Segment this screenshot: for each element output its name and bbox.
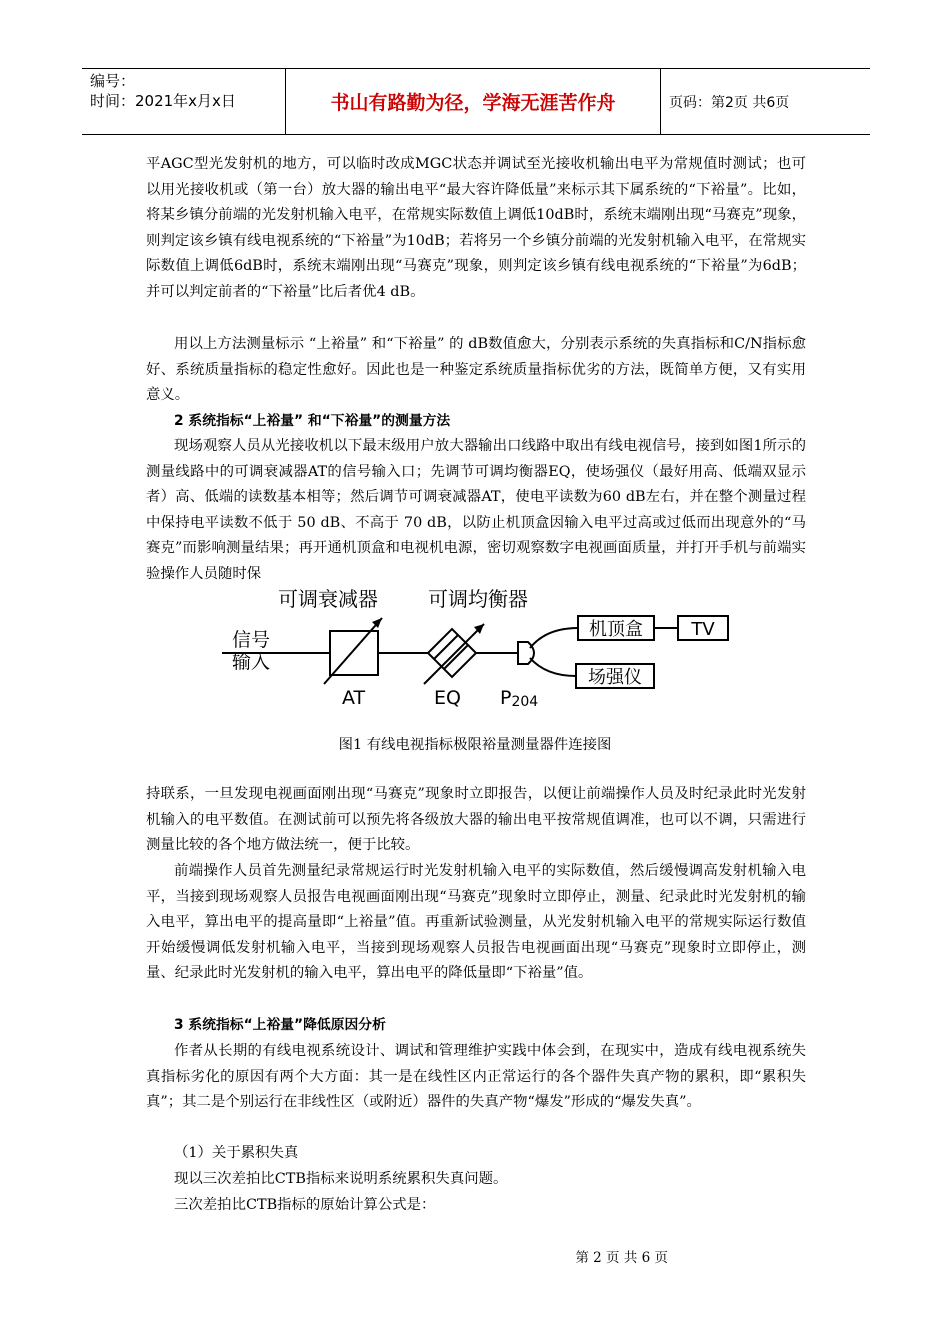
wire-splitter-meter	[530, 658, 576, 676]
connection-diagram	[222, 584, 742, 716]
header-left-cell	[82, 69, 286, 134]
paragraph-2: 用以上方法测量标示 “上裕量” 和“下裕量” 的 dB数值愈大，分别表示系统的失真指标和C/N指标愈好、系统质量指标的稳定性愈好。因此也是一种鉴定系统质量指标优劣的方法，既简单方便，又有实用意义。	[146, 336, 806, 404]
paragraph-8: 现以三次差拍比CTB指标来说明系统累积失真问题。	[174, 1171, 508, 1187]
doc-date: 时间：2021年x月x日	[90, 92, 236, 110]
paragraph-1: 平AGC型光发射机的地方，可以临时改成MGC状态并调试至光接收机输出电平为常规值时测试；也可以用光接收机或（第一台）放大器的输出电平“最大容许降低量”来标示其下属系统的“下裕量”。比如，将某乡镇分前端的光发射机输入电平，在常规实际数值上调低10dB时，系统末端刚出现“马赛克”现象，则判定该乡镇有线电视系统的“下裕量”为10dB；若将另一个乡镇分前端的光发射机输入电平，在常规实际数值上调低6dB时，系统末端刚出现“马赛克”现象，则判定该乡镇有线电视系统的“下裕量”为6dB；并可以判定前者的“下裕量”比后者优4 dB。	[146, 156, 806, 300]
page-header	[82, 68, 870, 135]
header-motto: 书山有路勤为径，学海无涯苦作舟	[286, 69, 661, 134]
equalizer-diamond	[428, 629, 476, 677]
header-page-info: 页码：第2页 共6页	[669, 94, 790, 111]
input-label-line2: 输入	[232, 651, 271, 673]
paragraph-7: （1）关于累积失真	[174, 1145, 299, 1161]
splitter-label: P204	[500, 687, 539, 710]
input-label-line1: 信号	[232, 629, 271, 651]
attenuator-title: 可调衰减器	[278, 587, 378, 611]
paragraph-3: 现场观察人员从光接收机以下最末级用户放大器输出口线路中取出有线电视信号，接到如图1所示的测量线路中的可调衰减器AT的信号输入口；先调节可调均衡器EQ，使场强仪（最好用高、低端双显示者）高、低端的读数基本相等；然后调节可调衰减器AT，使电平读数为60 dB左右，并在整个测量过程中保持电平读数不低于 50 dB、不高于 70 dB，以防止机顶盒因输入电平过高或过低而出现意外的“马赛克”而影响测量结果；再开通机顶盒和电视机电源，密切观察数字电视画面质量，并打开手机与前端实验操作人员随时保	[146, 438, 806, 582]
eq-label: EQ	[434, 687, 461, 709]
page-footer: 第 2 页 共 6 页	[575, 1250, 668, 1266]
tv-label: TV	[691, 619, 715, 640]
paragraph-4: 持联系，一旦发现电视画面刚出现“马赛克”现象时立即报告，以便让前端操作人员及时纪录此时光发射机输入的电平数值。在测试前可以预先将各级放大器的输出电平按常规值调准，也可以不调，只需进行测量比较的各个地方做法统一，便于比较。	[146, 786, 806, 854]
wire-splitter-stb	[530, 628, 578, 648]
paragraph-9: 三次差拍比CTB指标的原始计算公式是：	[174, 1197, 436, 1213]
set-top-box-label: 机顶盒	[589, 619, 643, 640]
section-heading-2: 2 系统指标“上裕量” 和“下裕量”的测量方法	[174, 413, 451, 429]
section-heading-3: 3 系统指标“上裕量”降低原因分析	[174, 1017, 386, 1033]
equalizer-title: 可调均衡器	[428, 587, 528, 611]
doc-number-label: 编号：	[90, 72, 136, 90]
paragraph-6: 作者从长期的有线电视系统设计、调试和管理维护实践中体会到，在现实中，造成有线电视系统失真指标劣化的原因有两个大方面：其一是在线性区内正常运行的各个器件失真产物的累积，即“累积失真”；其二是个别运行在非线性区（或附近）器件的失真产物“爆发”形成的“爆发失真”。	[146, 1043, 806, 1111]
field-strength-meter-label: 场强仪	[588, 667, 642, 688]
figure-caption: 图1 有线电视指标极限裕量测量器件连接图	[338, 737, 612, 753]
at-label: AT	[342, 687, 366, 709]
paragraph-5: 前端操作人员首先测量纪录常规运行时光发射机输入电平的实际数值，然后缓慢调高发射机输入电平，当接到现场观察人员报告电视画面刚出现“马赛克”现象时立即停止，测量、纪录此时光发射机的输入电平，算出电平的提高量即“上裕量”值。再重新试验测量，从光发射机输入电平的常规实际运行数值开始缓慢调低发射机输入电平，当接到现场观察人员报告电视画面出现“马赛克”现象时立即停止，测量、纪录此时光发射机的输入电平，算出电平的降低量即“下裕量”值。	[146, 863, 806, 982]
equalizer-stroke-1	[434, 635, 458, 659]
